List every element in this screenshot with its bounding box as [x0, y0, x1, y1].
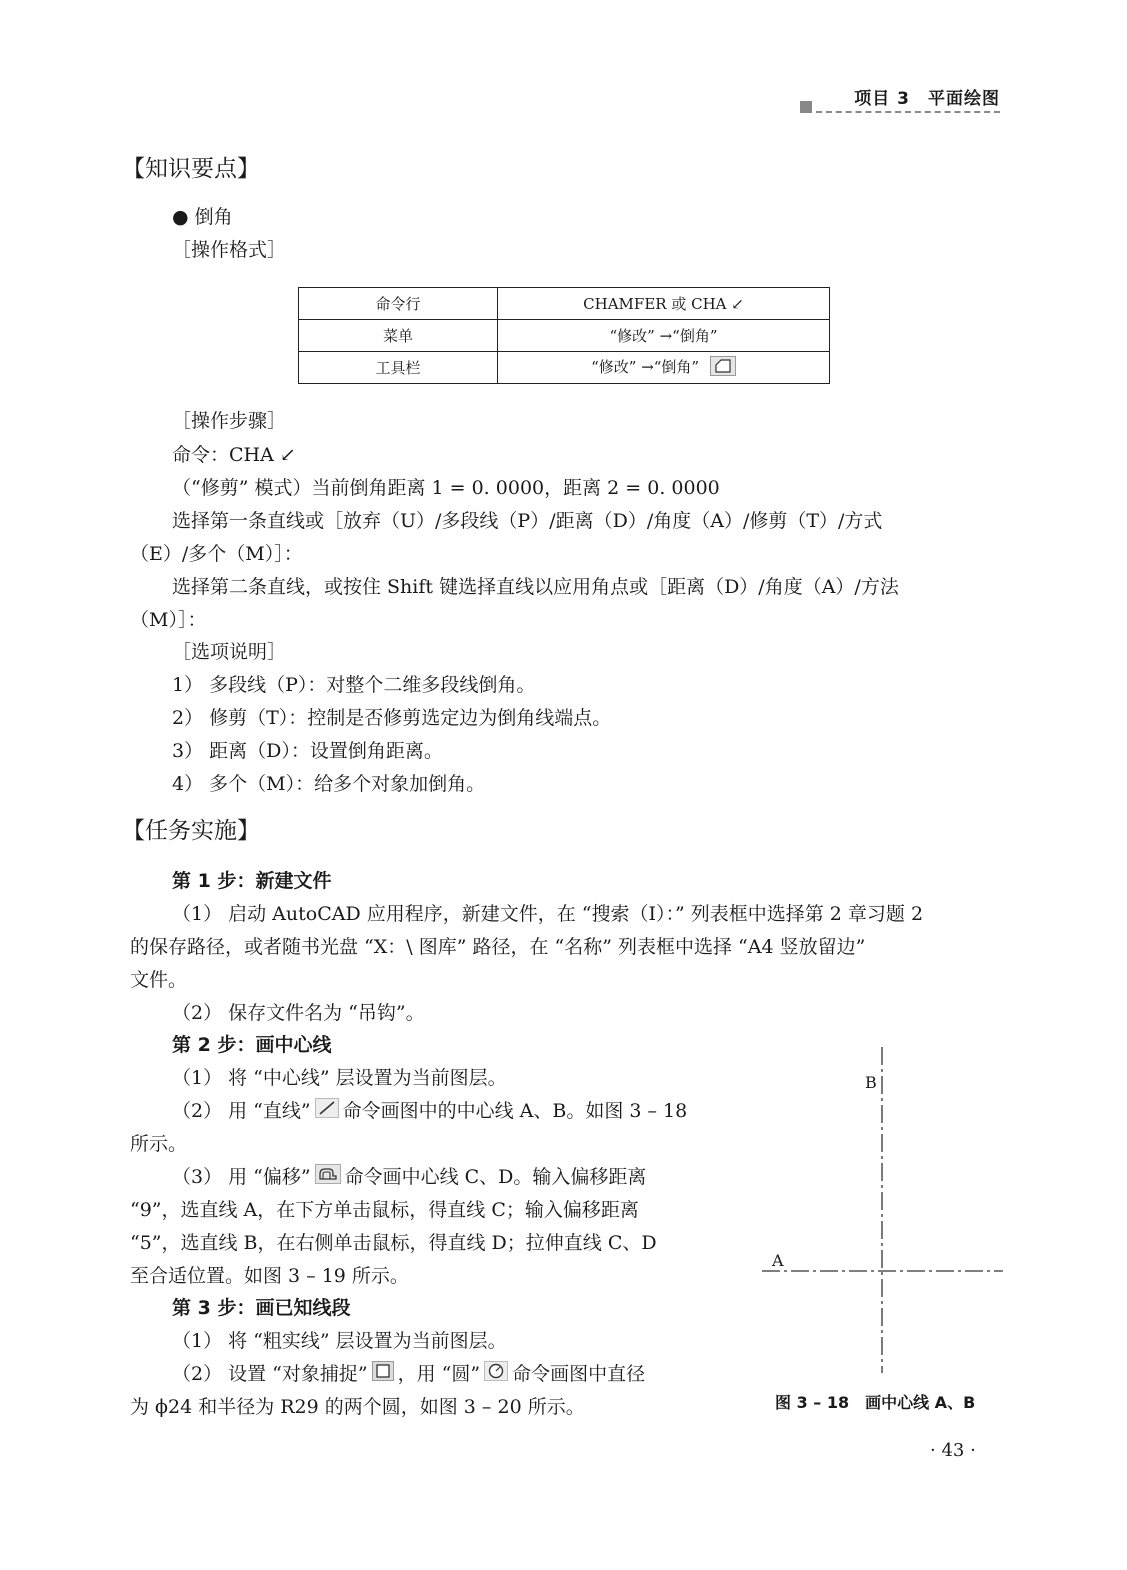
running-header: 项目 3 平面绘图 [854, 89, 1000, 109]
table-cell-value: “修改” →“倒角” [498, 320, 830, 352]
table-cell-value [498, 352, 830, 384]
step3-line: （1） 将 “粗实线” 层设置为当前图层。 [172, 1330, 507, 1352]
text: （2） 用 “直线” [172, 1100, 311, 1122]
line-label-b: B [865, 1073, 877, 1092]
step1-line: （2） 保存文件名为 “吊钩”。 [172, 1002, 425, 1024]
step3-line: 为 ϕ24 和半径为 R29 的两个圆，如图 3 – 20 所示。 [130, 1396, 585, 1418]
operation-format-table [298, 287, 830, 384]
object-snap-icon [372, 1359, 394, 1391]
step-line: 选择第二条直线，或按住 Shift 键选择直线以应用角点或［距离（D）/角度（A）/方法 [172, 576, 899, 598]
header-rule [800, 101, 1000, 113]
section-title-knowledge: 【知识要点】 [122, 156, 260, 182]
figure-center-lines [760, 1045, 1005, 1375]
step2-line: “9”，选直线 A，在下方单击鼠标，得直线 C；输入偏移距离 [130, 1199, 639, 1221]
text: 命令画中心线 C、D。输入偏移距离 [344, 1166, 647, 1188]
table-cell-label: 菜单 [299, 320, 498, 352]
table-row [299, 320, 830, 352]
step-line: 命令：CHA ↙ [172, 444, 296, 466]
line-tool-icon [315, 1096, 339, 1128]
step-line: （E）/多个（M）］： [130, 543, 303, 565]
line-label-a: A [772, 1251, 784, 1270]
chamfer-tool-icon [710, 356, 736, 380]
text: ，用 “圆” [397, 1363, 481, 1385]
step-line: （“修剪” 模式）当前倒角距离 1 = 0. 0000，距离 2 = 0. 0000 [172, 477, 720, 499]
step1-line: 的保存路径，或者随书光盘 “X：\ 图库” 路径，在 “名称” 列表框中选择 “A4 竖放留边” [130, 936, 866, 958]
text: 命令画图中的中心线 A、B。如图 3 – 18 [342, 1100, 688, 1122]
step1-line: （1） 启动 AutoCAD 应用程序，新建文件，在 “搜索（I）：” 列表框中选择第 2 章习题 2 [172, 903, 924, 925]
subheading-format: ［操作格式］ [172, 239, 287, 261]
step-line: 选择第一条直线或［放弃（U）/多段线（P）/距离（D）/角度（A）/修剪（T）/方式 [172, 510, 883, 532]
option-item: 3） 距离（D）：设置倒角距离。 [172, 740, 443, 762]
figure-caption: 图 3 – 18 画中心线 A、B [775, 1393, 976, 1412]
step1-line: 文件。 [130, 969, 188, 991]
text: （3） 用 “偏移” [172, 1166, 311, 1188]
table-cell-label: 工具栏 [299, 352, 498, 384]
text: （2） 设置 “对象捕捉” [172, 1363, 368, 1385]
step2-line-offset-cmd [172, 1161, 742, 1194]
option-item: 1） 多段线（P）：对整个二维多段线倒角。 [172, 674, 536, 696]
step2-line: （1） 将 “中心线” 层设置为当前图层。 [172, 1067, 507, 1089]
step2-title: 第 2 步：画中心线 [172, 1034, 332, 1056]
step3-title: 第 3 步：画已知线段 [172, 1297, 351, 1319]
table-cell-value [498, 288, 830, 320]
table-row [299, 352, 830, 384]
step2-line: 所示。 [130, 1133, 188, 1155]
subheading-steps: ［操作步骤］ [172, 410, 287, 432]
table-cell-label: 命令行 [299, 288, 498, 320]
step3-line-snap [172, 1358, 742, 1391]
page-number: · 43 · [930, 1440, 976, 1461]
step-line: （M）］： [130, 609, 207, 631]
text: 命令画图中直径 [512, 1363, 646, 1385]
offset-tool-icon [315, 1162, 341, 1194]
option-item: 4） 多个（M）：给多个对象加倒角。 [172, 773, 486, 795]
step2-line: 至合适位置。如图 3 – 19 所示。 [130, 1265, 409, 1287]
command-text: CHAMFER 或 CHA ↙ [583, 295, 744, 313]
subheading-options: ［选项说明］ [172, 641, 287, 663]
section-title-task: 【任务实施】 [122, 818, 260, 844]
toolbar-text: “修改” →“倒角” [591, 357, 700, 376]
table-row [299, 288, 830, 320]
circle-tool-icon [484, 1359, 508, 1391]
step1-title: 第 1 步：新建文件 [172, 870, 332, 892]
option-item: 2） 修剪（T）：控制是否修剪选定边为倒角线端点。 [172, 707, 612, 729]
bullet-chamfer: ● 倒角 [172, 206, 233, 228]
step2-line: “5”，选直线 B，在右侧单击鼠标，得直线 D；拉伸直线 C、D [130, 1232, 657, 1254]
step2-line-line-cmd [172, 1095, 742, 1128]
